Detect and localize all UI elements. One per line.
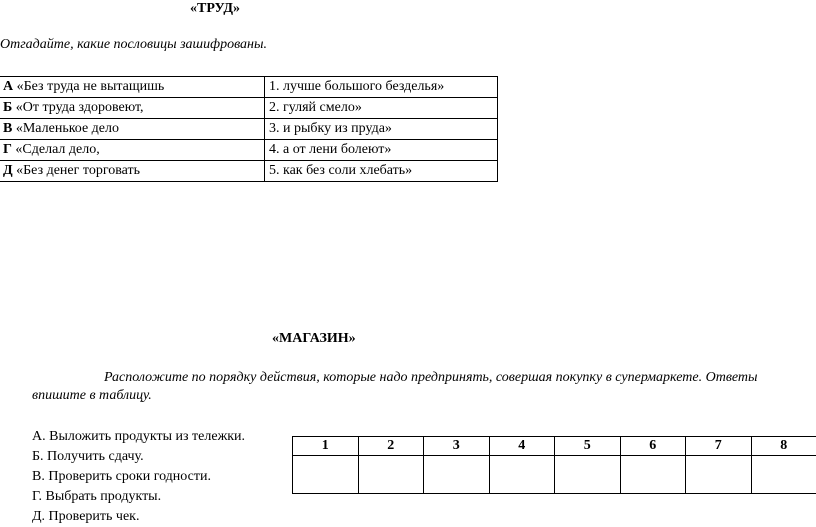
proverb-row	[0, 98, 498, 119]
proverb-end-cell: 1. лучше большого безделья»	[265, 77, 498, 98]
proverb-letter: А	[3, 79, 14, 94]
action-item: Б. Получить сдачу.	[32, 449, 144, 464]
proverb-letter: В	[3, 121, 13, 136]
section1-instruction: Отгадайте, какие пословицы зашифрованы.	[0, 37, 267, 52]
answer-header-cell: 2	[358, 437, 424, 456]
proverbs-table	[0, 76, 498, 182]
proverb-row	[0, 140, 498, 161]
proverb-row	[0, 161, 498, 182]
action-item: Г. Выбрать продукты.	[32, 489, 162, 504]
proverb-end-cell: 5. как без соли хлебать»	[265, 161, 498, 182]
section2-title: «МАГАЗИН»	[272, 331, 356, 346]
proverb-start-text: «Без труда не вытащишь	[13, 79, 165, 94]
proverb-start-text: «Без денег торговать	[12, 163, 140, 178]
proverb-start-cell	[0, 77, 265, 98]
section2-instruction-line2: впишите в таблицу.	[32, 388, 152, 403]
answer-input-cell[interactable]	[424, 456, 490, 494]
proverb-start-cell	[0, 119, 265, 140]
proverb-row	[0, 77, 498, 98]
proverb-start-text: «От труда здоровеют,	[12, 100, 144, 115]
answer-header-cell: 4	[489, 437, 555, 456]
actions-list	[32, 427, 245, 527]
answer-header-cell: 1	[293, 437, 359, 456]
answer-header-cell: 3	[424, 437, 490, 456]
proverb-end-cell: 4. а от лени болеют»	[265, 140, 498, 161]
proverb-end-cell: 2. гуляй смело»	[265, 98, 498, 119]
proverb-start-text: «Сделал дело,	[11, 142, 100, 157]
answer-input-cell[interactable]	[620, 456, 686, 494]
answer-input-cell[interactable]	[489, 456, 555, 494]
proverb-letter: Б	[3, 100, 13, 115]
proverb-start-cell	[0, 161, 265, 182]
action-item: В. Проверить сроки годности.	[32, 469, 211, 484]
action-item: Д. Проверить чек.	[32, 509, 140, 524]
answer-input-cell[interactable]	[358, 456, 424, 494]
answer-header-cell: 5	[555, 437, 621, 456]
answer-input-cell[interactable]	[555, 456, 621, 494]
answer-table	[292, 436, 816, 494]
proverb-end-cell: 3. и рыбку из пруда»	[265, 119, 498, 140]
proverb-start-cell	[0, 98, 265, 119]
proverb-start-cell	[0, 140, 265, 161]
proverb-start-text: «Маленькое дело	[12, 121, 120, 136]
proverb-letter: Г	[3, 142, 12, 157]
section2-instruction-line1: Расположите по порядку действия, которые надо предпринять, совершая покупку в супермаркете. Ответы	[104, 370, 758, 385]
answer-header-cell: 6	[620, 437, 686, 456]
answer-header-cell: 7	[686, 437, 752, 456]
answer-input-cell[interactable]	[686, 456, 752, 494]
section1-title: «ТРУД»	[190, 1, 241, 16]
answer-input-cell[interactable]	[293, 456, 359, 494]
answer-input-cell[interactable]	[751, 456, 816, 494]
action-item: А. Выложить продукты из тележки.	[32, 429, 246, 444]
proverb-letter: Д	[3, 163, 13, 178]
proverb-row	[0, 119, 498, 140]
answer-header-cell: 8	[751, 437, 816, 456]
